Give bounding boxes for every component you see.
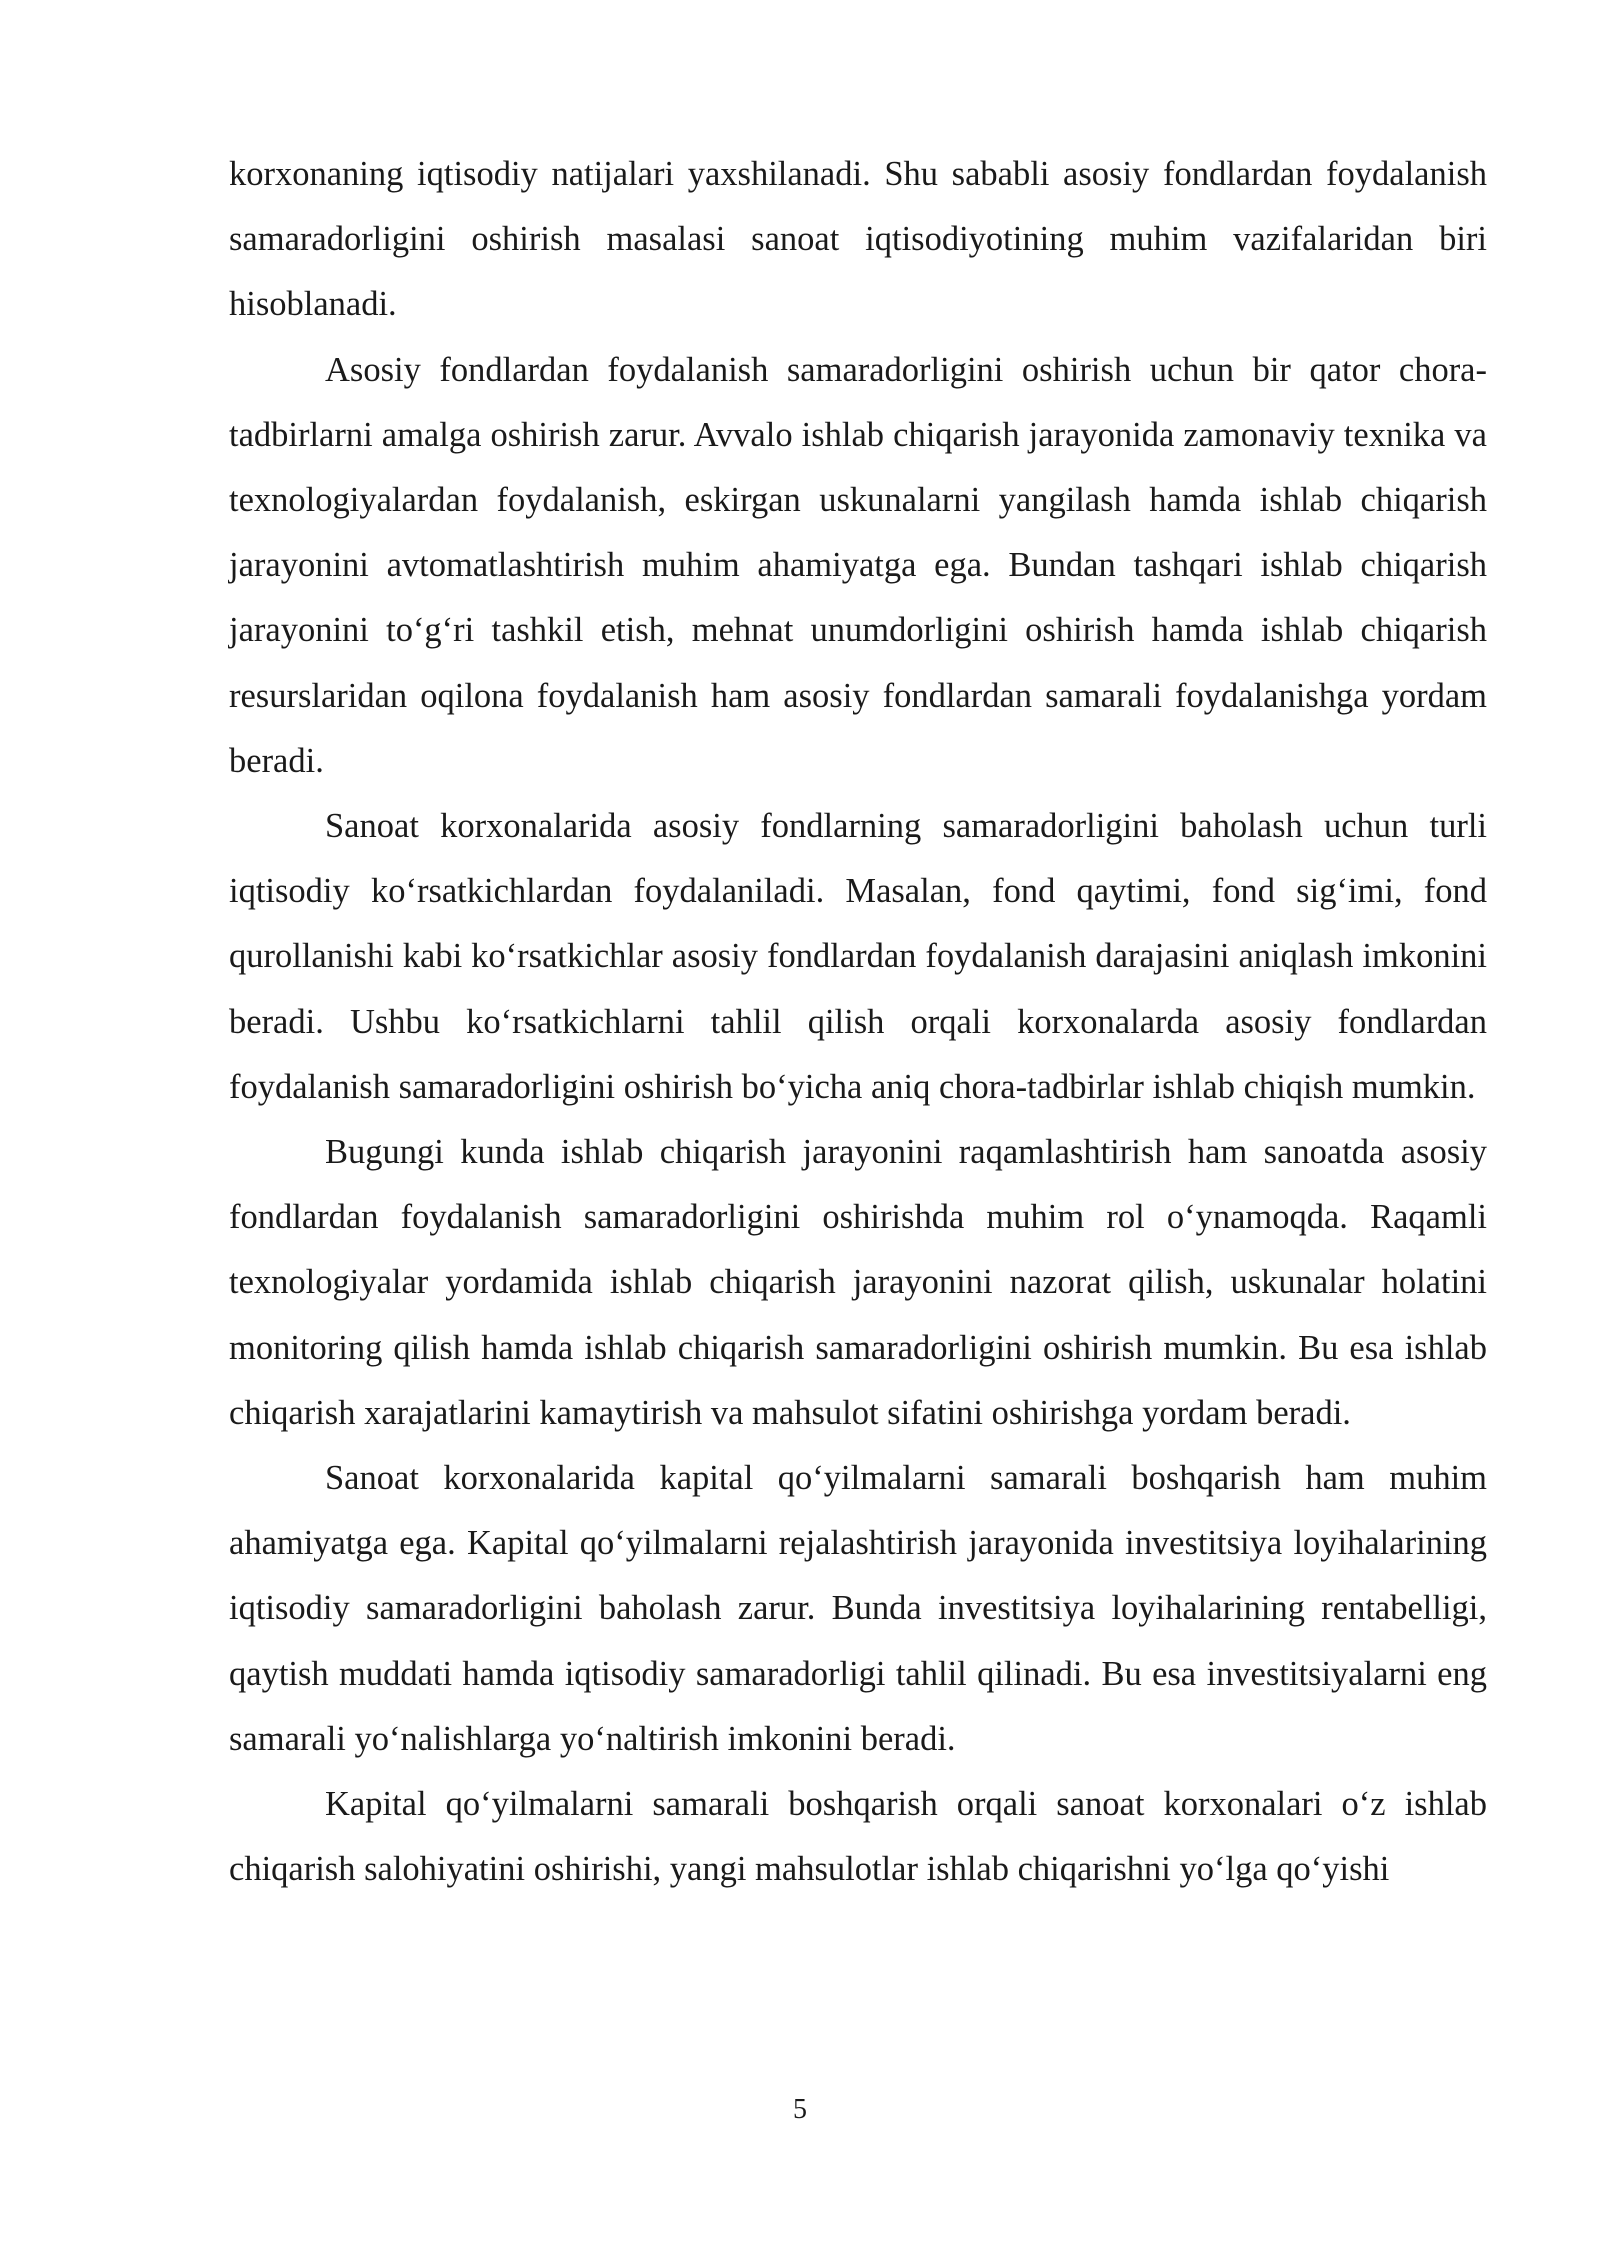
paragraph-3: Sanoat korxonalarida asosiy fondlarning samaradorligini baholash uchun turli iqtisodiy ko‘rsatkichlardan foydalaniladi. Masalan, fond qaytimi, fond sig‘imi, fond qurollanishi kabi ko‘rsatkichlar asosiy fondlardan foydalanish darajasini aniqlash imkonini beradi. Ushbu ko‘rsatkichlarni tahlil qilish orqali korxonalarda asosiy fondlardan foydalanish samaradorligini oshirish bo‘yicha aniq chora-tadbirlar ishlab chiqish mumkin. — [229, 807, 1487, 1106]
paragraph-6: Kapital qo‘yilmalarni samarali boshqarish orqali sanoat korxonalari o‘z ishlab chiqarish salohiyatini oshirishi, yangi mahsulotlar ishlab chiqarishni yo‘lga qo‘yishi — [229, 1785, 1487, 1889]
page-number: 5 — [793, 2094, 807, 2125]
paragraph-5: Sanoat korxonalarida kapital qo‘yilmalarni samarali boshqarish ham muhim ahamiyatga ega. Kapital qo‘yilmalarni rejalashtirish jarayonida investitsiya loyihalarining iqtisodiy samaradorligini baholash zarur. Bunda investitsiya loyihalarining rentabelligi, qaytish muddati hamda iqtisodiy samaradorligi tahlil qilinadi. Bu esa investitsiyalarni eng samarali yo‘nalishlarga yo‘naltirish imkonini beradi. — [229, 1459, 1487, 1758]
body-text — [229, 142, 1487, 1902]
paragraph-2: Asosiy fondlardan foydalanish samaradorligini oshirish uchun bir qator chora-tadbirlarni amalga oshirish zarur. Avvalo ishlab chiqarish jarayonida zamonaviy texnika va texnologiyalardan foydalanish, eskirgan uskunalarni yangilash hamda ishlab chiqarish jarayonini avtomatlashtirish muhim ahamiyatga ega. Bundan tashqari ishlab chiqarish jarayonini to‘g‘ri tashkil etish, mehnat unumdorligini oshirish hamda ishlab chiqarish resurslaridan oqilona foydalanish ham asosiy fondlardan samarali foydalanishga yordam beradi. — [229, 350, 1487, 780]
paragraph-1: korxonaning iqtisodiy natijalari yaxshilanadi. Shu sababli asosiy fondlardan foydalanish samaradorligini oshirish masalasi sanoat iqtisodiyotining muhim vazifalaridan biri hisoblanadi. — [229, 155, 1487, 324]
paragraph-4: Bugungi kunda ishlab chiqarish jarayonini raqamlashtirish ham sanoatda asosiy fondlardan foydalanish samaradorligini oshirishda muhim rol o‘ynamoqda. Raqamli texnologiyalar yordamida ishlab chiqarish jarayonini nazorat qilish, uskunalar holatini monitoring qilish hamda ishlab chiqarish samaradorligini oshirish mumkin. Bu esa ishlab chiqarish xarajatlarini kamaytirish va mahsulot sifatini oshirishga yordam beradi. — [229, 1133, 1487, 1432]
